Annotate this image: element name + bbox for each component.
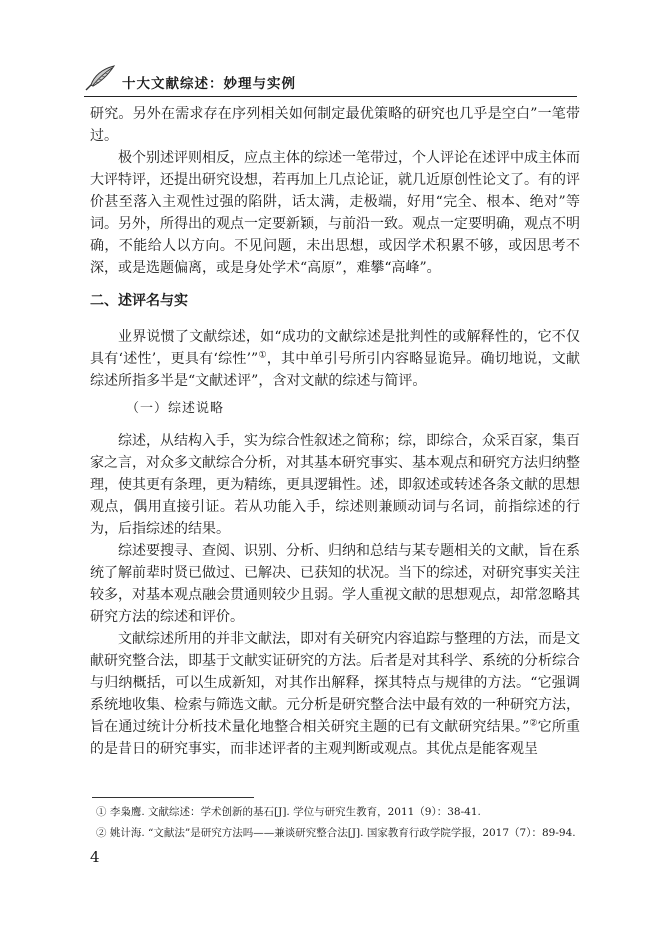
paragraph-4: 综述，从结构入手，实为综合性叙述之简称；综，即综合，众采百家，集百家之言，对众多文献综合分析，对其基本研究事实、基本观点和研究方法归纳整理，使其更有条理，更为精练，更具逻辑性。述，即叙述或转述各条文献的思想观点，偶用直接引证。若从功能入手，综述则兼顾动词与名词，前指综述的行为，后指综述的结果。	[90, 433, 580, 537]
footnote-1: ① 李枭鹰. 文献综述：学术创新的基石[J]. 学位与研究生教育，2011（9）：38-41.	[96, 806, 481, 818]
page-number: 4	[90, 848, 100, 866]
paragraph-5: 综述要搜寻、查阅、识别、分析、归纳和总结与某专题相关的文献，旨在系统了解前辈时贤已做过、已解决、已获知的状况。当下的综述，对研究事实关注较多，对基本观点融会贯通则较少且弱。学人重视文献的思想观点，却常忽略其研究方法的综述和评价。	[90, 543, 580, 625]
running-header	[84, 64, 584, 94]
body-text	[90, 103, 580, 760]
quill-icon	[84, 64, 116, 92]
footnote-ref-1: ①	[258, 350, 267, 361]
paragraph-1: 研究。另外在需求存在序列相关如何制定最优策略的研究也几乎是空白”一笔带过。	[90, 106, 580, 144]
paragraph-6	[90, 628, 580, 760]
paragraph-3-part-b: ，其中单引号所引内容略显诡异。确切地说，文献综述所指多半是“文献述评”，含对文献的综述与简评。	[90, 351, 581, 389]
paragraph-2: 极个别述评则相反，应点主体的综述一笔带过，个人评论在述评中成主体而大评特评，还提出研究设想，若再加上几点论证，就几近原创性论文了。有的评价甚至落入主观性过强的陷阱，话太满，走极端，好用“完全、根本、绝对”等词。另外，所得出的观点一定要新颖，与前沿一致。观点一定要明确，观点不明确，不能给人以方向。不见问题，未出思想，或因学术积累不够，或因思考不深，或是选题偏离，或是身处学术“高原”，难攀“高峰”。	[90, 150, 580, 276]
section-heading: 二、述评名与实	[90, 293, 188, 309]
footnote-ref-2: ②	[529, 718, 538, 729]
footnotes	[92, 802, 582, 844]
paragraph-6-part-a: 文献综述所用的并非文献法，即对有关研究内容追踪与整理的方法，而是文献研究整合法，即基于文献实证研究的方法。后者是对其科学、系统的分析综合与归纳概括，可以生成新知，对其作出解释，探其特点与规律的方法。“它强调系统地收集、检索与筛选文献。元分析是研究整合法中最有效的一种研究方法，旨在通过统计分析技术量化地整合相关研究主题的已有文献研究结果。”	[90, 631, 580, 735]
paragraph-6-part-b: 它所重的是昔日的研究事实，而非述评者的主观判断或观点。其优点是能客观呈	[90, 719, 581, 757]
footnote-rule	[92, 797, 254, 798]
paragraph-3	[90, 326, 580, 392]
footnote-2: ② 姚计海. “文献法”是研究方法吗——兼谈研究整合法[J]. 国家教育行政学院学报，2017（7）：89-94.	[96, 827, 576, 839]
header-rule	[84, 96, 577, 97]
running-title: 十大文献综述：妙理与实例	[122, 76, 296, 92]
paragraph-3-part-a: 业界说惯了文献综述，如“成功的文献综述是批判性的或解释性的，它不仅具有‘述性’，更具有‘综性’”	[90, 329, 580, 367]
subsection-heading: （一）综述说略	[126, 401, 225, 416]
